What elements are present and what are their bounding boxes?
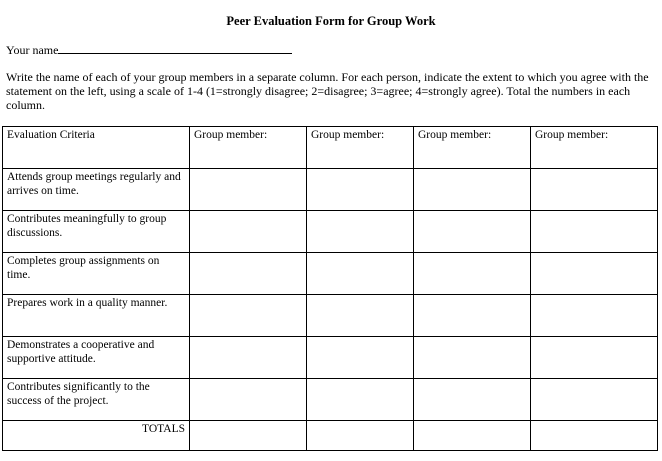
evaluation-table (2, 126, 658, 451)
score-cell[interactable] (414, 169, 531, 211)
criterion-label: Attends group meetings regularly and arrives on time. (3, 169, 190, 211)
name-blank-line[interactable] (58, 42, 292, 54)
total-cell[interactable] (307, 421, 414, 451)
score-cell[interactable] (190, 337, 307, 379)
score-cell[interactable] (414, 253, 531, 295)
instructions-text: Write the name of each of your group members in a separate column. For each person, indicate the extent to which you agree with the statement on the left, using a scale of 1-4 (1=strongly disagree; 2=disagree; 3=agree; 4=strongly agree). Total the numbers in each column. (6, 70, 649, 112)
score-cell[interactable] (531, 379, 658, 421)
score-cell[interactable] (307, 253, 414, 295)
criterion-label: Prepares work in a quality manner. (3, 295, 190, 337)
score-cell[interactable] (531, 211, 658, 253)
table-row (3, 295, 658, 337)
score-cell[interactable] (307, 379, 414, 421)
table-row (3, 337, 658, 379)
score-cell[interactable] (307, 169, 414, 211)
score-cell[interactable] (414, 295, 531, 337)
name-row (6, 42, 292, 58)
score-cell[interactable] (307, 337, 414, 379)
totals-label: TOTALS (3, 421, 190, 451)
criteria-header: Evaluation Criteria (3, 127, 190, 169)
score-cell[interactable] (414, 379, 531, 421)
score-cell[interactable] (190, 211, 307, 253)
score-cell[interactable] (531, 337, 658, 379)
table-row (3, 211, 658, 253)
member-header-2[interactable]: Group member: (307, 127, 414, 169)
table-row (3, 253, 658, 295)
score-cell[interactable] (307, 295, 414, 337)
table-header-row (3, 127, 658, 169)
totals-row (3, 421, 658, 451)
score-cell[interactable] (190, 379, 307, 421)
score-cell[interactable] (531, 169, 658, 211)
name-label: Your name (6, 43, 59, 57)
criterion-label: Contributes meaningfully to group discussions. (3, 211, 190, 253)
score-cell[interactable] (531, 295, 658, 337)
score-cell[interactable] (190, 169, 307, 211)
score-cell[interactable] (414, 337, 531, 379)
score-cell[interactable] (190, 295, 307, 337)
criterion-label: Contributes significantly to the success of the project. (3, 379, 190, 421)
member-header-4[interactable]: Group member: (531, 127, 658, 169)
criterion-label: Demonstrates a cooperative and supportive attitude. (3, 337, 190, 379)
total-cell[interactable] (531, 421, 658, 451)
score-cell[interactable] (414, 211, 531, 253)
table-row (3, 379, 658, 421)
form-title: Peer Evaluation Form for Group Work (226, 14, 436, 28)
score-cell[interactable] (307, 211, 414, 253)
total-cell[interactable] (190, 421, 307, 451)
total-cell[interactable] (414, 421, 531, 451)
member-header-3[interactable]: Group member: (414, 127, 531, 169)
score-cell[interactable] (531, 253, 658, 295)
table-row (3, 169, 658, 211)
score-cell[interactable] (190, 253, 307, 295)
member-header-1[interactable]: Group member: (190, 127, 307, 169)
criterion-label: Completes group assignments on time. (3, 253, 190, 295)
